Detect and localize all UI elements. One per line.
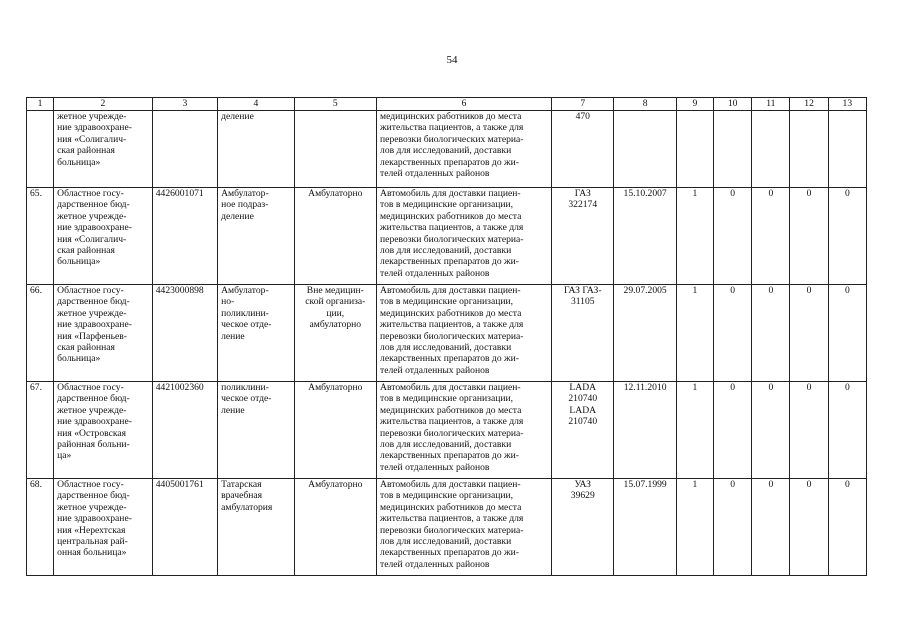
conditions-cell: Амбулаторно — [294, 382, 376, 479]
header-row — [27, 98, 867, 111]
vehicle-cell: LADA 210740 LADA 210740 — [552, 382, 614, 479]
division-cell: деление — [218, 111, 294, 188]
inn-cell — [152, 111, 217, 188]
row-number: 65. — [27, 188, 54, 285]
conditions-cell: Амбулаторно — [294, 188, 376, 285]
col9-cell: 1 — [676, 285, 713, 382]
header-col-4: 4 — [218, 98, 294, 111]
header-col-8: 8 — [614, 98, 676, 111]
col12-cell: 0 — [790, 188, 828, 285]
purpose-cell: Автомобиль для доставки пациен- тов в медицинские организации, медицинских работников до места жительства пациентов, а также для перевозки биологических материа- лов для исследований, доставки лекарственных препаратов до жи- телей отдаленных районов — [377, 285, 552, 382]
header-col-7: 7 — [552, 98, 614, 111]
col9-cell: 1 — [676, 188, 713, 285]
col13-cell: 0 — [828, 479, 866, 576]
inn-cell: 4405001761 — [152, 479, 217, 576]
col9-cell: 1 — [676, 382, 713, 479]
col10-cell: 0 — [714, 285, 752, 382]
purpose-cell: Автомобиль для доставки пациен- тов в медицинские организации, медицинских работников до места жительства пациентов, а также для перевозки биологических материа- лов для исследований, доставки лекарственных препаратов до жи- телей отдаленных районов — [377, 188, 552, 285]
purpose-cell: Автомобиль для доставки пациен- тов в медицинские организации, медицинских работников до места жительства пациентов, а также для перевозки биологических материа- лов для исследований, доставки лекарственных препаратов до жи- телей отдаленных районов — [377, 479, 552, 576]
vehicle-cell: 470 — [552, 111, 614, 188]
col10-cell: 0 — [714, 382, 752, 479]
header-col-2: 2 — [54, 98, 153, 111]
table-row — [27, 382, 867, 479]
header-col-1: 1 — [27, 98, 54, 111]
col10-cell: 0 — [714, 479, 752, 576]
organization-cell: Областное госу- дарственное бюд- жетное учрежде- ние здравоохране- ния «Нерехтская центральная рай- онная больница» — [54, 479, 153, 576]
inn-cell: 4426001071 — [152, 188, 217, 285]
col12-cell: 0 — [790, 382, 828, 479]
organization-cell: Областное госу- дарственное бюд- жетное учрежде- ние здравоохране- ния «Парфеньев- ская районная больница» — [54, 285, 153, 382]
table-row — [27, 188, 867, 285]
header-col-6: 6 — [377, 98, 552, 111]
inn-cell: 4421002360 — [152, 382, 217, 479]
date-cell: 29.07.2005 — [614, 285, 676, 382]
row-number: 67. — [27, 382, 54, 479]
table-row — [27, 479, 867, 576]
header-col-10: 10 — [714, 98, 752, 111]
col11-cell: 0 — [752, 382, 790, 479]
page-number: 54 — [446, 54, 458, 66]
conditions-cell: Вне медицин- ской организа- ции, амбулаторно — [294, 285, 376, 382]
organization-cell: Областное госу- дарственное бюд- жетное учрежде- ние здравоохране- ния «Солигалич- ская районная больница» — [54, 188, 153, 285]
organization-cell: Областное госу- дарственное бюд- жетное учрежде- ние здравоохране- ния «Островская районная больни- ца» — [54, 382, 153, 479]
date-cell: 15.10.2007 — [614, 188, 676, 285]
header-col-3: 3 — [152, 98, 217, 111]
row-number — [27, 111, 54, 188]
col10-cell: 0 — [714, 188, 752, 285]
vehicle-cell: ГАЗ ГАЗ- 31105 — [552, 285, 614, 382]
division-cell: Амбулатор- ное подраз- деление — [218, 188, 294, 285]
vehicle-cell: ГАЗ 322174 — [552, 188, 614, 285]
col12-cell: 0 — [790, 479, 828, 576]
conditions-cell: Амбулаторно — [294, 479, 376, 576]
date-cell — [614, 111, 676, 188]
purpose-cell: медицинских работников до места жительства пациентов, а также для перевозки биологических материа- лов для исследований, доставки лекарственных препаратов до жи- телей отдаленных районов — [377, 111, 552, 188]
col13-cell — [828, 111, 866, 188]
col12-cell — [790, 111, 828, 188]
purpose-cell: Автомобиль для доставки пациен- тов в медицинские организации, медицинских работников до места жительства пациентов, а также для перевозки биологических материа- лов для исследований, доставки лекарственных препаратов до жи- телей отдаленных районов — [377, 382, 552, 479]
row-number: 68. — [27, 479, 54, 576]
date-cell: 12.11.2010 — [614, 382, 676, 479]
col12-cell: 0 — [790, 285, 828, 382]
inn-cell: 4423000898 — [152, 285, 217, 382]
col11-cell: 0 — [752, 479, 790, 576]
col11-cell: 0 — [752, 188, 790, 285]
continuation-row — [27, 111, 867, 188]
table-row — [27, 285, 867, 382]
header-col-13: 13 — [828, 98, 866, 111]
col13-cell: 0 — [828, 188, 866, 285]
col10-cell — [714, 111, 752, 188]
col13-cell: 0 — [828, 382, 866, 479]
header-col-9: 9 — [676, 98, 713, 111]
conditions-cell — [294, 111, 376, 188]
division-cell: Татарская врачебная амбулатория — [218, 479, 294, 576]
header-col-12: 12 — [790, 98, 828, 111]
vehicle-registry-table — [26, 97, 867, 576]
col11-cell — [752, 111, 790, 188]
header-col-11: 11 — [752, 98, 790, 111]
col11-cell: 0 — [752, 285, 790, 382]
col9-cell: 1 — [676, 479, 713, 576]
division-cell: поликлини- ческое отде- ление — [218, 382, 294, 479]
division-cell: Амбулатор- но- поликлини- ческое отде- ление — [218, 285, 294, 382]
vehicle-cell: УАЗ 39629 — [552, 479, 614, 576]
col13-cell: 0 — [828, 285, 866, 382]
col9-cell — [676, 111, 713, 188]
organization-cell: жетное учрежде- ние здравоохране- ния «Солигалич- ская районная больница» — [54, 111, 153, 188]
header-col-5: 5 — [294, 98, 376, 111]
row-number: 66. — [27, 285, 54, 382]
date-cell: 15.07.1999 — [614, 479, 676, 576]
